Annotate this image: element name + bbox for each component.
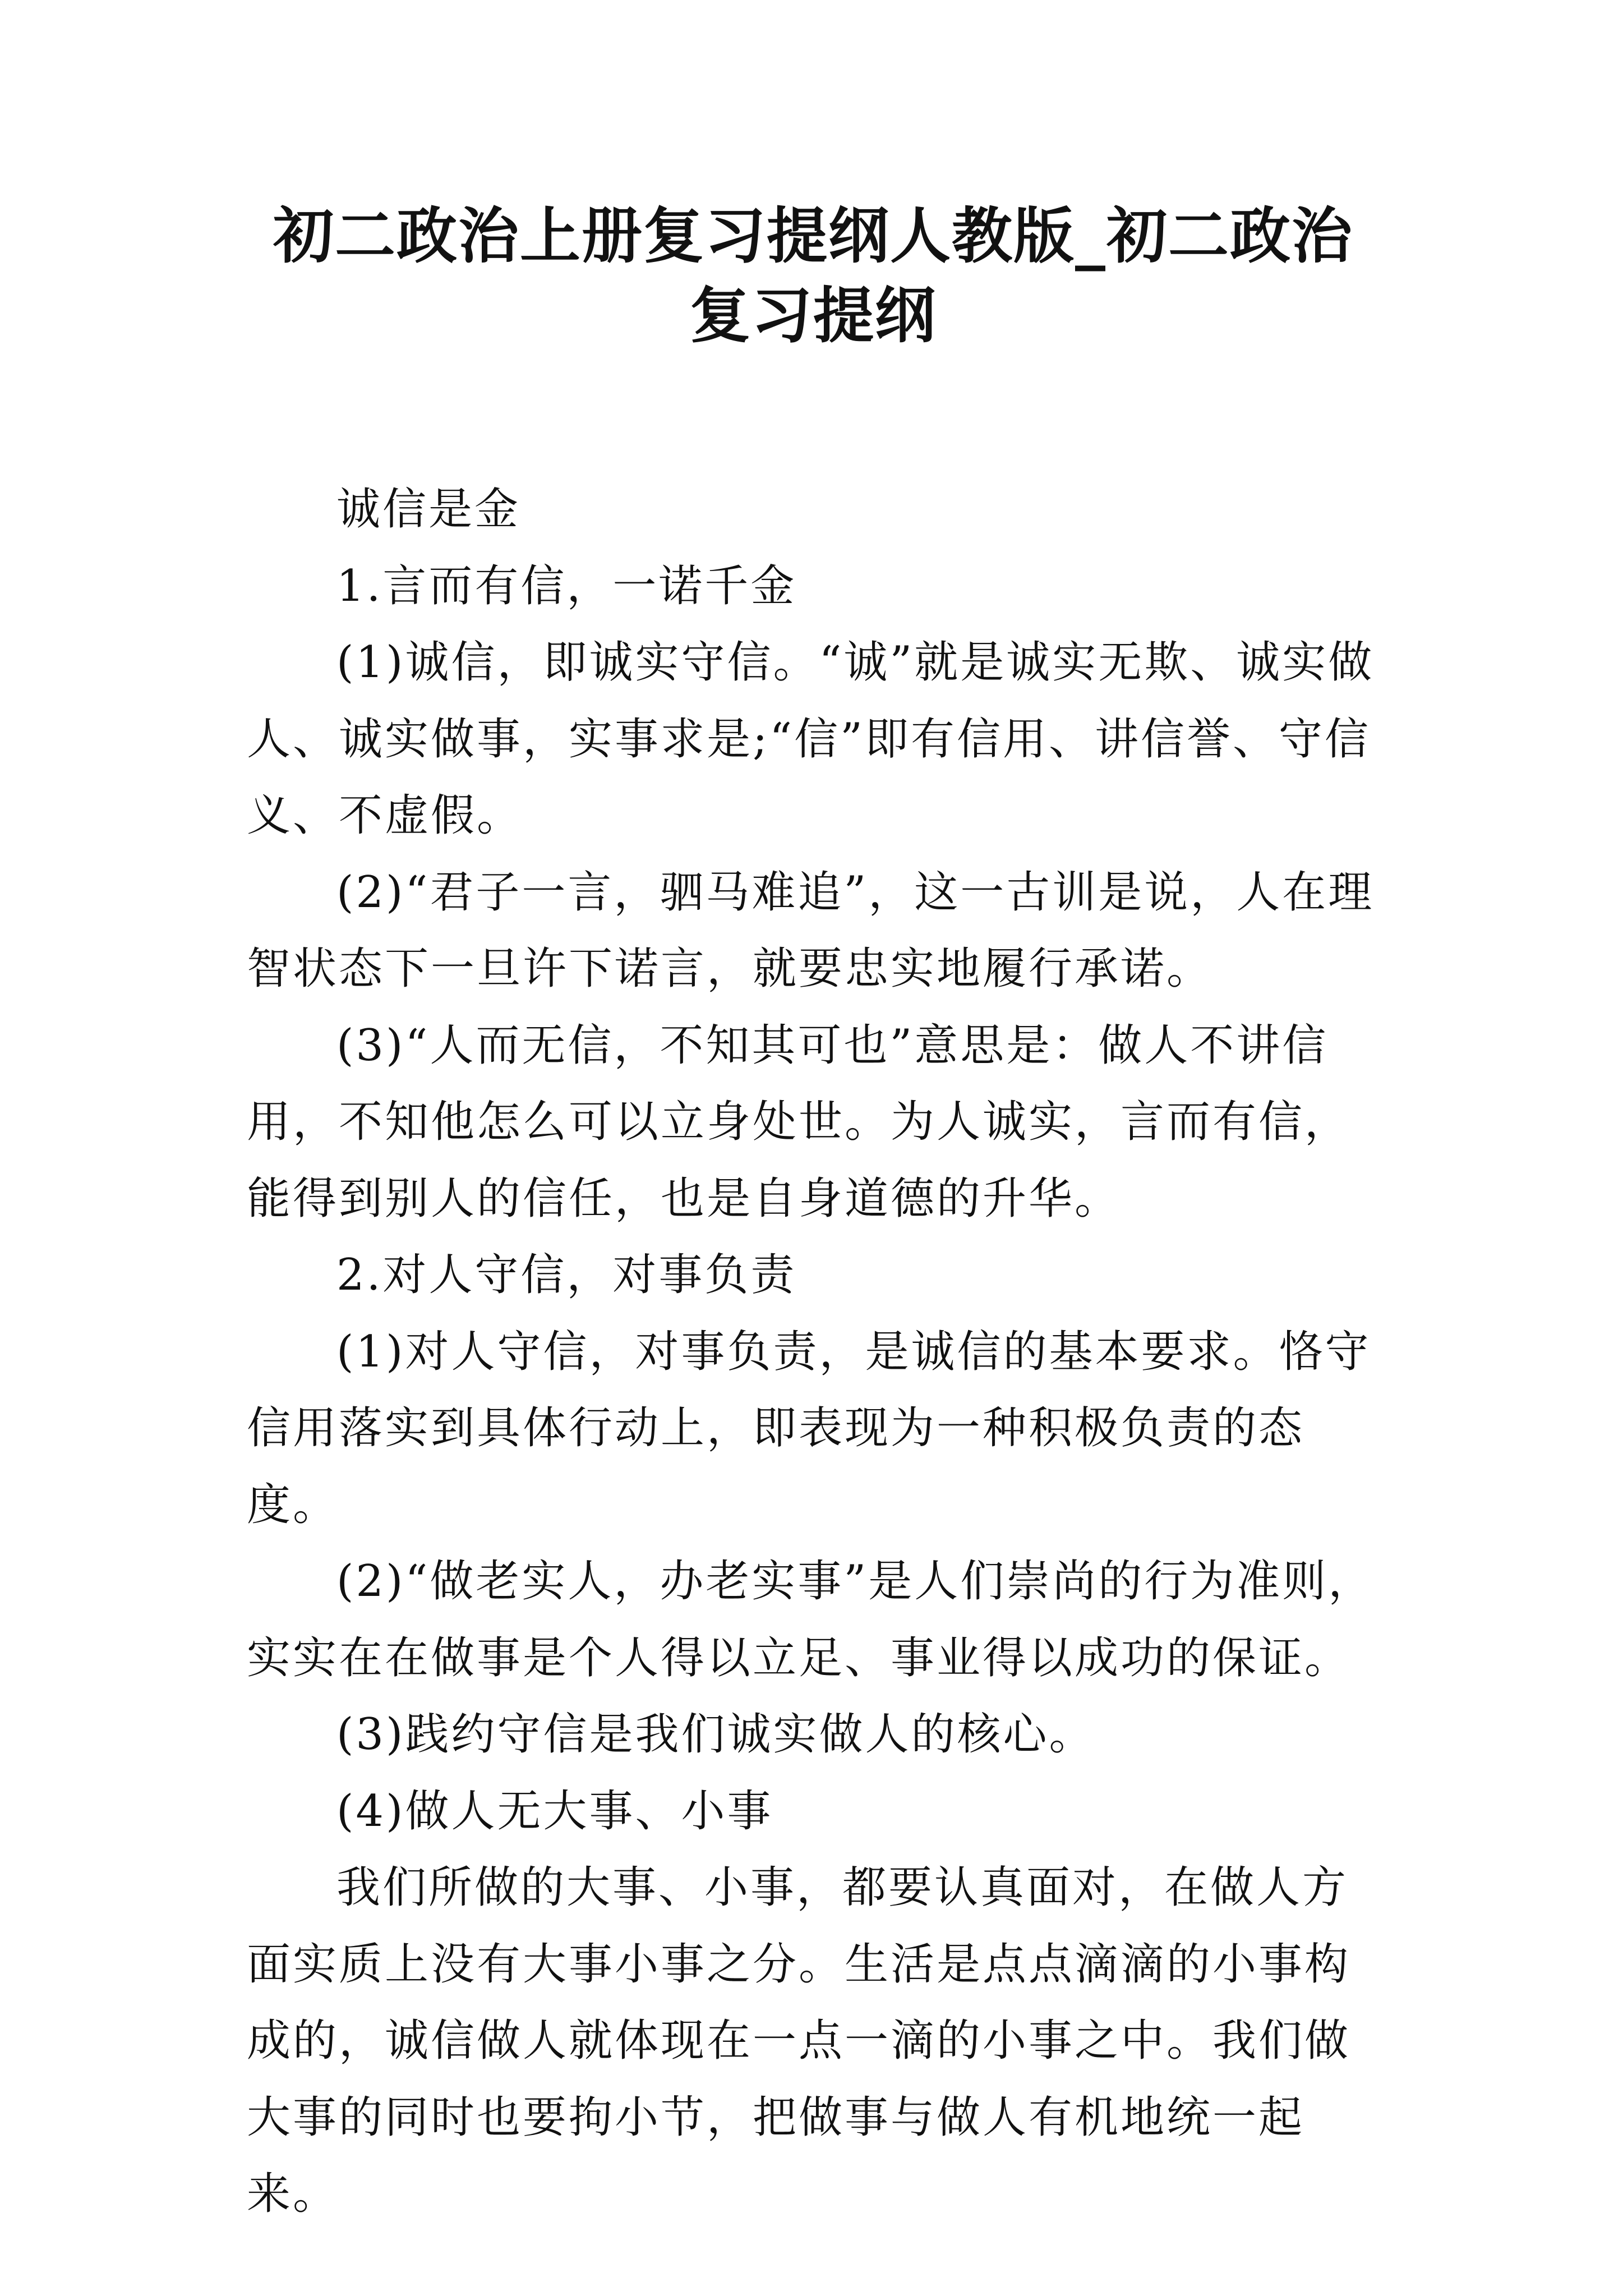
paragraph: (2)“君子一言，驷马难追”，这一古训是说，人在理智状态下一旦许下诺言，就要忠实地履行承诺。 xyxy=(247,867,1375,994)
paragraph: (4)做人无大事、小事 xyxy=(336,1786,773,1837)
paragraph: (1)诚信，即诚实守信。“诚”就是诚实无欺、诚实做人、诚实做事，实事求是;“信”即有信用、讲信誉、守信义、不虚假。 xyxy=(247,637,1375,841)
document-title: 初二政治上册复习提纲人教版_初二政治复习提纲 xyxy=(273,201,1353,351)
paragraph: 我们所做的大事、小事，都要认真面对，在做人方面实质上没有大事小事之分。生活是点点滴滴的小事构成的，诚信做人就体现在一点一滴的小事之中。我们做大事的同时也要拘小节，把做事与做人有机地统一起来。 xyxy=(247,1862,1351,2219)
subsection-heading: 1.言而有信，一诺千金 xyxy=(336,560,797,611)
paragraph: (3)“人而无信，不知其可也”意思是：做人不讲信用，不知他怎么可以立身处世。为人诚实，言而有信，能得到别人的信任，也是自身道德的升华。 xyxy=(247,1020,1351,1224)
section-heading: 诚信是金 xyxy=(336,484,521,535)
paragraph: (1)对人守信，对事负责，是诚信的基本要求。恪守信用落实到具体行动上，即表现为一种积极负责的态度。 xyxy=(247,1326,1371,1530)
paragraph: (2)“做老实人，办老实事”是人们崇尚的行为准则，实实在在做事是个人得以立足、事业得以成功的保证。 xyxy=(247,1556,1375,1683)
document-body xyxy=(247,471,1391,2233)
subsection-heading: 2.对人守信，对事负责 xyxy=(336,1250,797,1300)
paragraph: (3)践约守信是我们诚实做人的核心。 xyxy=(336,1709,1095,1760)
